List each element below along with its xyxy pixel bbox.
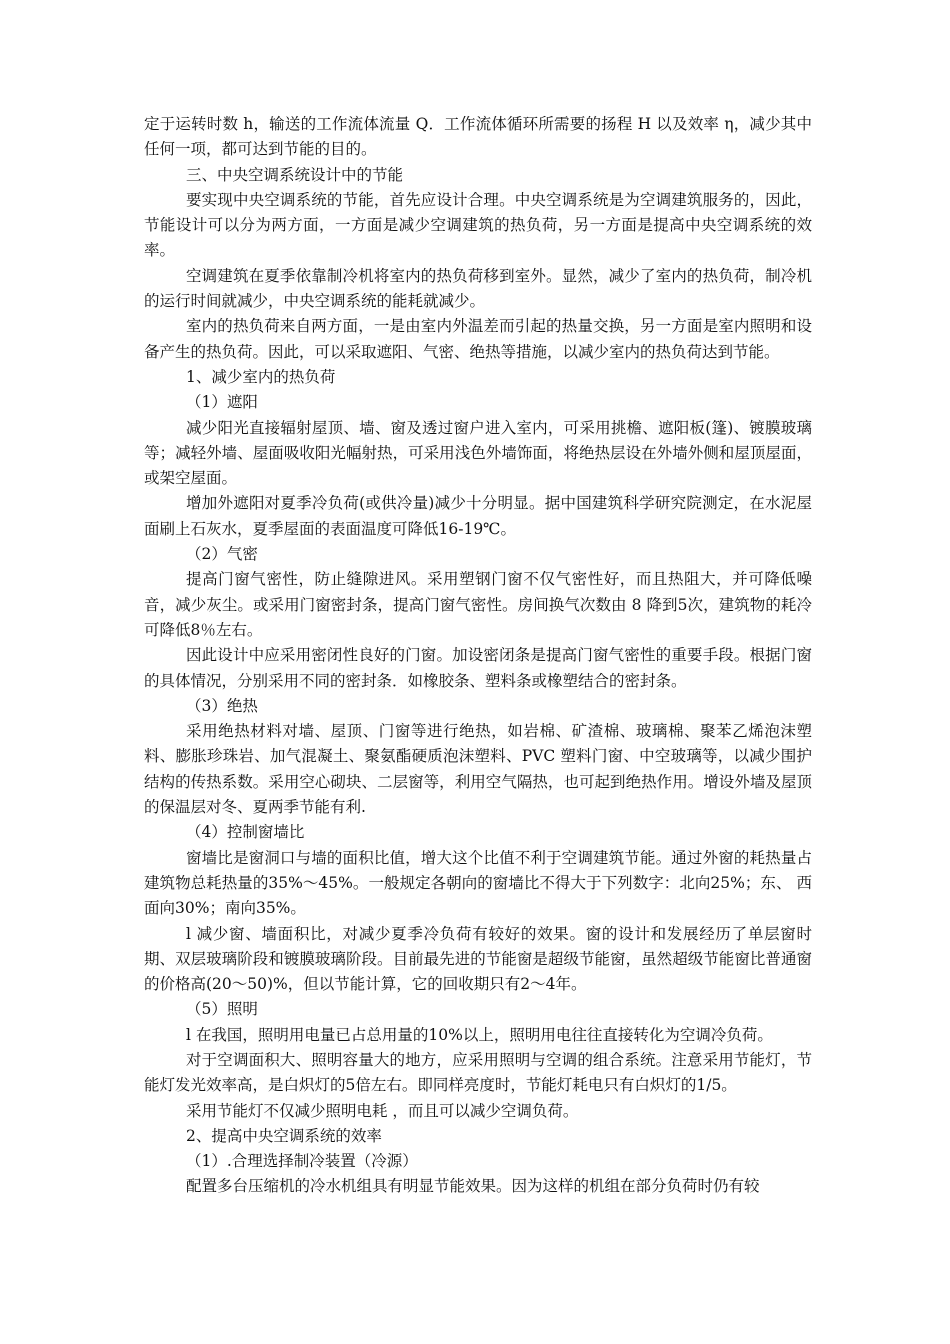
paragraph: l 减少窗、墙面积比，对减少夏季冷负荷有较好的效果。窗的设计和发展经历了单层窗时期、双层玻璃阶段和镀膜玻璃阶段。目前最先进的节能窗是超级节能窗，虽然超级节能窗比普通窗的价格高(20～50)%，但以节能计算，它的回收期只有2～4年。: [144, 924, 812, 994]
item-heading: （5）照明: [186, 1000, 258, 1019]
paragraph: 提高门窗气密性，防止缝隙进风。采用塑钢门窗不仅气密性好，而且热阻大，并可降低噪音，减少灰尘。或采用门窗密封条，提高门窗气密性。房间换气次数由 8 降到5次，建筑物的耗冷可降低8％左右。: [144, 570, 812, 639]
section-heading: 三、中央空调系统设计中的节能: [186, 165, 404, 184]
item-heading: （1）.合理选择制冷装置（冷源）: [186, 1152, 418, 1171]
paragraph: 增加外遮阳对夏季冷负荷(或供冷量)减少十分明显。据中国建筑科学研究院测定，在水泥屋面刷上石灰水，夏季屋面的表面温度可降低16-19℃。: [144, 494, 812, 538]
paragraph: l 在我国，照明用电量已占总用量的10%以上，照明用电往往直接转化为空调冷负荷。: [186, 1025, 773, 1044]
paragraph: 采用绝热材料对墙、屋顶、门窗等进行绝热，如岩棉、矿渣棉、玻璃棉、聚苯乙烯泡沫塑料、膨胀珍珠岩、加气混凝土、聚氨酯硬质泡沫塑料、PVC 塑料门窗、中空玻璃等，以减少围护结构的传热系数。采用空心砌块、二层窗等，利用空气隔热，也可起到绝热作用。增设外墙及屋顶的保温层对冬、夏两季节能有利.: [144, 722, 812, 817]
paragraph: 空调建筑在夏季依靠制冷机将室内的热负荷移到室外。显然，减少了室内的热负荷，制冷机的运行时间就减少，中央空调系统的能耗就减少。: [144, 266, 812, 311]
document-body: [144, 112, 812, 1200]
paragraph: 采用节能灯不仅减少照明电耗 ，而且可以减少空调负荷。: [186, 1101, 579, 1120]
item-heading: （1）遮阳: [186, 393, 258, 412]
paragraph: 减少阳光直接辐射屋顶、墙、窗及透过窗户进入室内，可采用挑檐、遮阳板(篷)、镀膜玻璃等；减轻外墙、屋面吸收阳光幅射热，可采用浅色外墙饰面，将绝热层设在外墙外侧和屋顶屋面，或架空屋面。: [144, 418, 812, 488]
paragraph: 要实现中央空调系统的节能，首先应设计合理。中央空调系统是为空调建筑服务的，因此，节能设计可以分为两方面，一方面是减少空调建筑的热负荷，另一方面是提高中央空调系统的效率。: [144, 190, 812, 260]
subsection-heading: 1、减少室内的热负荷: [186, 367, 336, 386]
item-heading: （4）控制窗墙比: [186, 823, 305, 842]
item-heading: （3）绝热: [186, 696, 258, 715]
subsection-heading: 2、提高中央空调系统的效率: [186, 1126, 382, 1145]
item-heading: （2）气密: [186, 545, 258, 564]
paragraph: 因此设计中应采用密闭性良好的门窗。加设密闭条是提高门窗气密性的重要手段。根据门窗的具体情况，分别采用不同的密封条．如橡胶条、塑料条或橡塑结合的密封条。: [144, 646, 812, 690]
paragraph: 配置多台压缩机的冷水机组具有明显节能效果。因为这样的机组在部分负荷时仍有较: [186, 1177, 760, 1196]
paragraph: 窗墙比是窗洞口与墙的面积比值，增大这个比值不利于空调建筑节能。通过外窗的耗热量占建筑物总耗热量的35%～45%。一般规定各朝向的窗墙比不得大于下列数字：北向25%；东、 西面向30%；南向35%。: [144, 848, 812, 918]
paragraph: 对于空调面积大、照明容量大的地方，应采用照明与空调的组合系统。注意采用节能灯，节能灯发光效率高，是白炽灯的5倍左右。即同样亮度时，节能灯耗电只有白炽灯的1/5。: [144, 1050, 812, 1095]
paragraph: 室内的热负荷来自两方面，一是由室内外温差而引起的热量交换，另一方面是室内照明和设备产生的热负荷。因此，可以采取遮阳、气密、绝热等措施，以减少室内的热负荷达到节能。: [144, 317, 812, 361]
paragraph: 定于运转时数 h，输送的工作流体流量 Q．工作流体循环所需要的扬程 H 以及效率 η，减少其中任何一项，都可达到节能的目的。: [144, 115, 812, 159]
